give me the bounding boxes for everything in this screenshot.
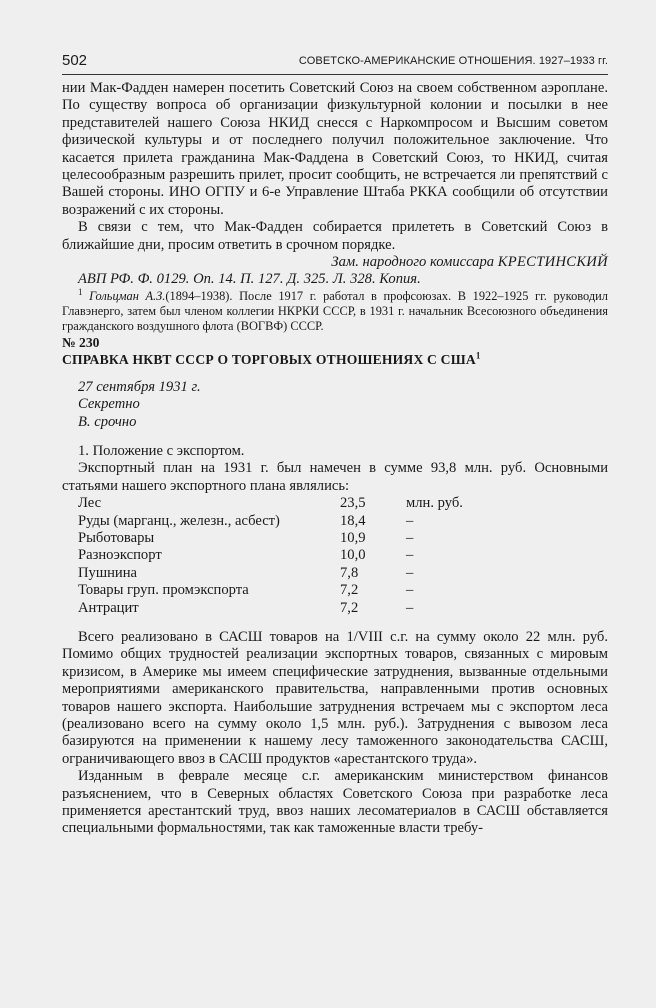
running-title: СОВЕТСКО-АМЕРИКАНСКИЕ ОТНОШЕНИЯ. 1927–1933 гг. (298, 55, 608, 67)
export-value: 23,5 (340, 495, 366, 512)
export-intro: Экспортный план на 1931 г. был намечен в сумме 93,8 млн. руб. Основными статьями нашего экспортного плана являлись: (62, 460, 608, 494)
letter-paragraph-1: нии Мак-Фадден намерен посетить Советский Союз на своем собственном аэроплане. По существу вопроса об организации физкультурной колонии и посылки в нее представителей нашего Союза НКИД снесся с Наркомпросом и Высшим советом физической культуры и от последнего получил положительное заключение. Что касается прилета гражданина Мак-Фаддена в Советский Союз, то НКИД, считая целесообразным разрешить прилет, просит сообщить, не встречается ли препятствий с Вашей стороны. ИНО ОГПУ и 6-е Управление Штаба РККА сообщили об отсутствии возражений с их стороны. (62, 80, 608, 218)
document-number: № 230 (62, 334, 100, 350)
section-heading: 1. Положение с экспортом. (78, 442, 245, 459)
signature-name: КРЕСТИНСКИЙ (497, 254, 608, 271)
export-value: 7,8 (340, 564, 359, 581)
export-value: 7,2 (340, 582, 359, 599)
letter-paragraph-2: В связи с тем, что Мак-Фадден собирается прилететь в Советский Союз в ближайшие дни, просим ответить в срочном порядке. (62, 219, 608, 253)
exports-table (78, 495, 486, 617)
document-paragraph-a: Всего реализовано в САСШ товаров на 1/VIII с.г. на сумму около 22 млн. руб. Помимо общих трудностей реализации экспортных товаров, связанных с мировым кризисом, в Америке мы имеем специфические затруднения, вызванные отдельными мероприятиями американского правительства, направленными против основных товаров нашего экспорта. Наибольшие затруднения встречаем мы с экспортом леса (реализовано всего на сумму около 1,5 млн. руб.). Затруднения с вывозом леса базируются на применении к нашему лесу таможенного законодательства САСШ, ограничивающего ввоз в САСШ продуктов «арестантского труда». (62, 628, 608, 767)
page-body (62, 80, 608, 838)
table-row (78, 530, 486, 547)
export-item: Руды (марганц., железн., асбест) (78, 512, 280, 529)
archive-reference: АВП РФ. Ф. 0129. Оп. 14. П. 127. Д. 325. Л. 328. Копия. (78, 271, 421, 288)
export-item: Товары груп. промэкспорта (78, 582, 249, 599)
export-unit: – (406, 599, 414, 616)
export-item: Антрацит (78, 599, 139, 616)
table-row (78, 495, 486, 512)
page-number: 502 (62, 52, 88, 69)
export-item: Рыботовары (78, 529, 155, 546)
export-unit: – (406, 582, 414, 599)
document-secrecy: Секретно (78, 396, 140, 413)
footnote (62, 286, 608, 334)
document-paragraph-b: Изданным в феврале месяце с.г. американским министерством финансов разъяснением, что в Северных областях Советского Союза при разработке леса применяется арестантский труд, ввоз наших лесоматериалов в САСШ обставляется специальными формальностями, так как таможенные власти требу- (62, 768, 608, 837)
export-item: Разноэкспорт (78, 547, 162, 564)
footnote-author: Гольцман А.З. (89, 288, 166, 303)
footnote-text: (1894–1938). После 1917 г. работал в профсоюзах. В 1922–1925 гг. руководил Главэнерго, затем был членом коллегии НКРКИ СССР, в 1931 г. начальник Всесоюзного объединения гражданского воздушного флота (ВОГВФ) СССР. (62, 288, 608, 333)
export-item: Лес (78, 495, 102, 512)
table-row (78, 547, 486, 564)
table-row (78, 600, 486, 617)
signature-role: Зам. народного комиссара (331, 254, 495, 271)
export-value: 10,0 (340, 547, 366, 564)
table-row (78, 513, 486, 530)
running-header (62, 52, 608, 75)
document-title (62, 351, 608, 368)
signature (62, 254, 608, 271)
footnote-marker: 1 (78, 286, 83, 297)
export-item: Пушнина (78, 564, 137, 581)
document-title-text: СПРАВКА НКВТ СССР О ТОРГОВЫХ ОТНОШЕНИЯХ С США (62, 352, 476, 368)
document-date: 27 сентября 1931 г. (78, 378, 201, 395)
export-unit: – (406, 512, 414, 529)
export-value: 18,4 (340, 512, 366, 529)
export-unit: – (406, 547, 414, 564)
spacer (62, 431, 608, 443)
export-value: 10,9 (340, 529, 366, 546)
export-value: 7,2 (340, 599, 359, 616)
document-meta (78, 379, 608, 431)
export-unit: – (406, 529, 414, 546)
table-row (78, 565, 486, 582)
table-row (78, 582, 486, 599)
document-title-marker: 1 (475, 350, 481, 361)
export-unit: – (406, 564, 414, 581)
export-unit: млн. руб. (406, 495, 463, 512)
document-urgency: В. срочно (78, 413, 137, 430)
spacer (62, 617, 608, 629)
